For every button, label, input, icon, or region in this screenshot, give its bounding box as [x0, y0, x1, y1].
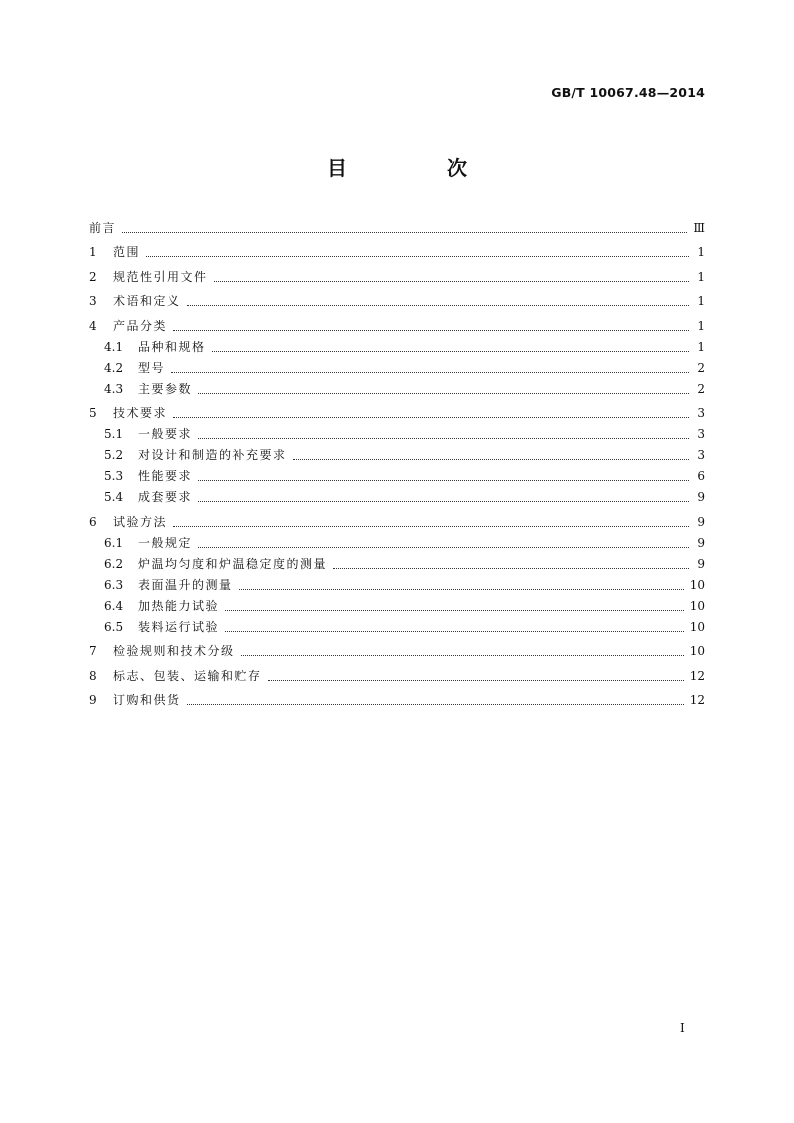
toc-entry-number: 4.1 — [104, 339, 124, 354]
toc-entry-number: 4.3 — [104, 381, 124, 396]
toc-entry-number: 4.2 — [104, 360, 124, 375]
toc-entry[interactable] — [89, 487, 705, 508]
toc-entry-label: 炉温均匀度和炉温稳定度的测量 — [138, 556, 328, 571]
standard-code: GB/T 10067.48—2014 — [551, 85, 705, 100]
toc-entry-number: 5.4 — [104, 490, 124, 504]
toc-leader-dots — [268, 680, 684, 681]
toc-entry-number: 5 — [89, 406, 97, 420]
toc-entry-label: 成套要求 — [138, 490, 193, 504]
toc-entry-number: 9 — [89, 693, 97, 707]
toc-entry-label: 术语和定义 — [113, 294, 181, 308]
toc-entry-page: 9 — [697, 535, 705, 550]
toc-leader-dots — [122, 232, 687, 233]
toc-entry-number: 7 — [89, 644, 97, 658]
toc-leader-dots — [187, 704, 684, 705]
toc-entry-label: 技术要求 — [113, 406, 168, 420]
toc-leader-dots — [214, 281, 689, 282]
toc-entry-label: 对设计和制造的补充要求 — [138, 448, 287, 462]
page-number: I — [680, 1021, 685, 1035]
toc-entry-label: 标志、包装、运输和贮存 — [113, 668, 262, 683]
toc-entry-label: 装料运行试验 — [138, 619, 220, 634]
toc-entry-label: 范围 — [113, 245, 141, 259]
toc-entry-page: 3 — [697, 406, 705, 420]
toc-leader-dots — [173, 330, 689, 331]
toc-entry[interactable] — [89, 424, 705, 445]
toc-entry-label: 订购和供货 — [113, 693, 181, 707]
toc-leader-dots — [333, 568, 689, 569]
toc-leader-dots — [198, 393, 689, 394]
toc-leader-dots — [198, 438, 689, 439]
toc-entry-number: 5.3 — [104, 469, 124, 483]
toc-entry-label: 一般要求 — [138, 427, 193, 441]
toc-entry-number: 2 — [89, 269, 97, 284]
toc-entry[interactable] — [89, 690, 705, 711]
toc-entry-page: 6 — [697, 469, 705, 483]
toc-entry[interactable] — [89, 291, 705, 312]
toc-leader-dots — [173, 417, 689, 418]
toc-entry-label: 检验规则和技术分级 — [113, 644, 235, 658]
toc-entry[interactable] — [89, 242, 705, 263]
toc-entry[interactable] — [89, 512, 705, 533]
toc-entry[interactable] — [89, 666, 705, 687]
toc-leader-dots — [225, 610, 684, 611]
toc-entry-page: 2 — [697, 360, 705, 375]
toc-entry-page: 10 — [689, 644, 705, 658]
toc-entry-page: Ⅲ — [693, 220, 705, 235]
toc-entry-label: 品种和规格 — [138, 339, 206, 354]
page-title: 目 次 — [327, 156, 507, 180]
toc-leader-dots — [187, 305, 689, 306]
toc-entry-number: 6.4 — [104, 598, 124, 613]
toc-leader-dots — [198, 547, 689, 548]
toc-entry[interactable] — [89, 316, 705, 337]
toc-entry-label: 加热能力试验 — [138, 598, 220, 613]
toc-entry-page: 3 — [697, 448, 705, 462]
toc-entry-number: 5.2 — [104, 448, 124, 462]
toc-entry[interactable] — [89, 596, 705, 617]
toc-entry-page: 10 — [689, 577, 705, 592]
toc-entry-page: 9 — [697, 514, 705, 529]
toc-entry-page: 9 — [697, 556, 705, 571]
toc-entry-number: 3 — [89, 294, 97, 308]
toc-entry-page: 3 — [697, 427, 705, 441]
toc-entry-label: 主要参数 — [138, 381, 193, 396]
toc-entry-number: 1 — [89, 245, 97, 259]
toc-entry-page: 1 — [697, 318, 705, 333]
toc-entry-label: 产品分类 — [113, 318, 168, 333]
toc-entry[interactable] — [89, 379, 705, 400]
toc-entry-page: 10 — [689, 619, 705, 634]
toc-entry-page: 9 — [697, 490, 705, 504]
toc-leader-dots — [293, 459, 689, 460]
toc-entry-page: 1 — [697, 269, 705, 284]
toc-entry-label: 规范性引用文件 — [113, 269, 208, 284]
toc-entry-number: 4 — [89, 318, 97, 333]
table-of-contents — [89, 214, 705, 711]
toc-entry-page: 12 — [689, 668, 705, 683]
toc-entry[interactable] — [89, 358, 705, 379]
toc-entry-label: 前言 — [89, 220, 117, 235]
toc-entry-label: 表面温升的测量 — [138, 577, 233, 592]
toc-entry-number: 6 — [89, 514, 97, 529]
toc-entry-number: 8 — [89, 668, 97, 683]
toc-entry-page: 1 — [697, 294, 705, 308]
toc-entry-page: 2 — [697, 381, 705, 396]
toc-leader-dots — [225, 631, 684, 632]
toc-entry-number: 6.3 — [104, 577, 124, 592]
toc-leader-dots — [171, 372, 689, 373]
toc-entry-page: 1 — [697, 339, 705, 354]
toc-entry-page: 10 — [689, 598, 705, 613]
toc-entry-number: 6.5 — [104, 619, 124, 634]
toc-entry[interactable] — [89, 403, 705, 424]
toc-leader-dots — [198, 480, 689, 481]
toc-entry[interactable] — [89, 445, 705, 466]
toc-leader-dots — [146, 256, 689, 257]
toc-leader-dots — [212, 351, 689, 352]
toc-entry[interactable] — [89, 267, 705, 288]
toc-entry-page: 12 — [689, 693, 705, 707]
toc-entry-number: 6.1 — [104, 535, 124, 550]
toc-entry-label: 型号 — [138, 360, 166, 375]
toc-entry-number: 5.1 — [104, 427, 124, 441]
toc-entry[interactable] — [89, 337, 705, 358]
toc-entry[interactable] — [89, 617, 705, 638]
toc-leader-dots — [173, 526, 689, 527]
toc-entry-label: 性能要求 — [138, 469, 193, 483]
toc-entry[interactable] — [89, 554, 705, 575]
toc-leader-dots — [241, 655, 684, 656]
toc-entry[interactable] — [89, 218, 705, 239]
toc-entry-number: 6.2 — [104, 556, 124, 571]
toc-entry-page: 1 — [697, 245, 705, 259]
toc-leader-dots — [239, 589, 684, 590]
toc-entry[interactable] — [89, 466, 705, 487]
toc-entry[interactable] — [89, 641, 705, 662]
toc-entry[interactable] — [89, 575, 705, 596]
toc-entry-label: 试验方法 — [113, 514, 168, 529]
toc-entry[interactable] — [89, 533, 705, 554]
toc-leader-dots — [198, 501, 689, 502]
toc-entry-label: 一般规定 — [138, 535, 193, 550]
